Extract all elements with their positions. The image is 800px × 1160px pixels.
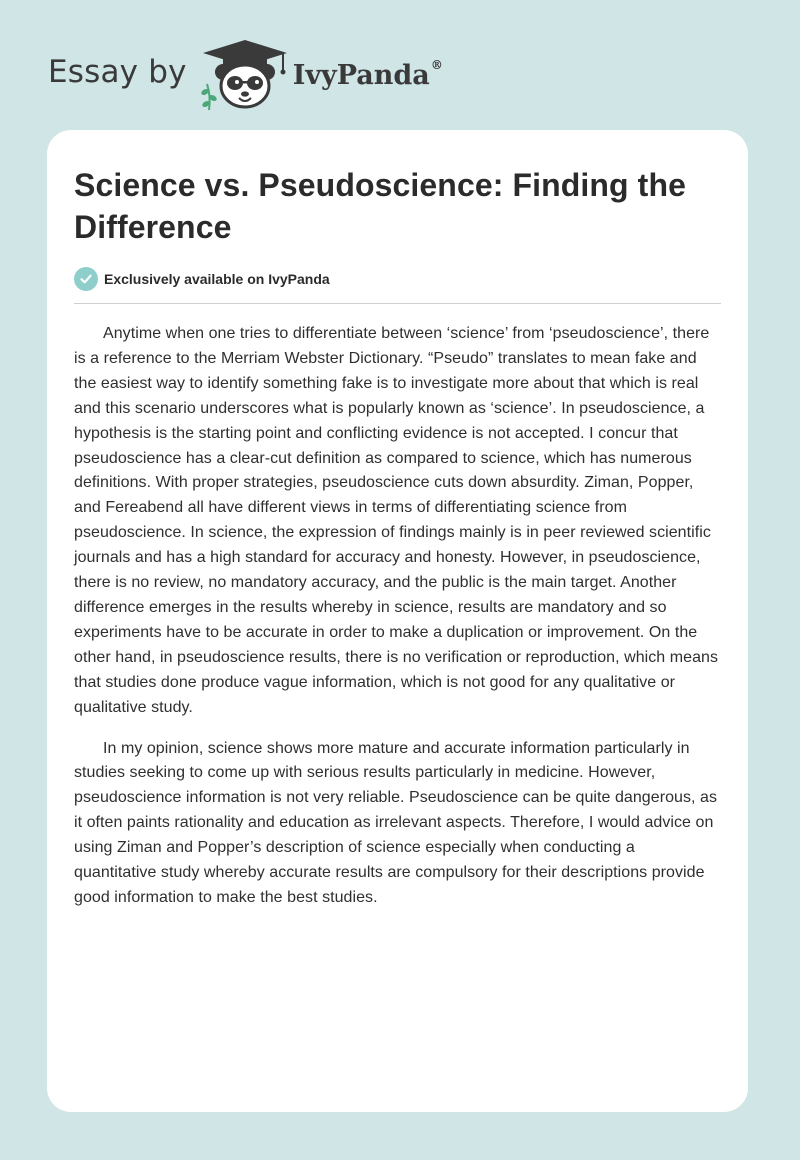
essay-paragraph: In my opinion, science shows more mature and accurate information particularly in studies seeking to come up with serious results particularly in medicine. However, pseudoscience information is not very reliable. Pseudoscience can be quite dangerous, as it often paints rationality and education as irrelevant aspects. Therefore, I would advice on using Ziman and Popper’s description of science especially when conducting a quantitative study whereby accurate results are compulsory for their descriptions provide good information to make the best studies.: [74, 739, 718, 906]
registered-mark: ®: [430, 57, 443, 72]
essay-paragraph: Anytime when one tries to differentiate between ‘science’ from ‘pseudoscience’, there is a reference to the Merriam Webster Dictionary. “Pseudo” translates to mean fake and the easiest way to identify something fake is to investigate more about that which is real and this scenario underscores what is popularly known as ‘science’. In pseudoscience, a hypothesis is the starting point and conflicting evidence is not accepted. I concur that pseudoscience has a clear-cut definition as compared to science, which has numerous definitions. With proper strategies, pseudoscience cuts down absurdity. Ziman, Popper, and Fereabend all have different views in terms of differentiating science from pseudoscience. In science, the expression of findings mainly is in peer reviewed scientific journals and has a high standard for accuracy and honesty. However, in pseudoscience, there is no review, no mandatory accuracy, and the public is the main target. Another difference emerges in the results whereby in science, results are mandatory and so experiments have to be accurate in order to make a duplication or improvement. On the other hand, in pseudoscience results, there is no verification or reproduction, which means that studies done produce vague information, which is not good for any qualitative or qualitative study.: [74, 325, 719, 716]
essay-card: [47, 130, 748, 1112]
brand-name[interactable]: [292, 57, 443, 91]
exclusive-badge: [74, 267, 721, 304]
site-header: [48, 36, 443, 112]
essay-by-label: Essay by: [48, 54, 187, 90]
check-circle-icon: [74, 267, 98, 291]
panda-graduate-logo-icon[interactable]: [199, 36, 291, 112]
brand-name-text: IvyPanda: [292, 59, 430, 91]
exclusive-badge-label: Exclusively available on IvyPanda: [104, 271, 330, 287]
essay-title: Science vs. Pseudoscience: Finding the Difference: [74, 167, 686, 245]
essay-body: [74, 322, 721, 911]
